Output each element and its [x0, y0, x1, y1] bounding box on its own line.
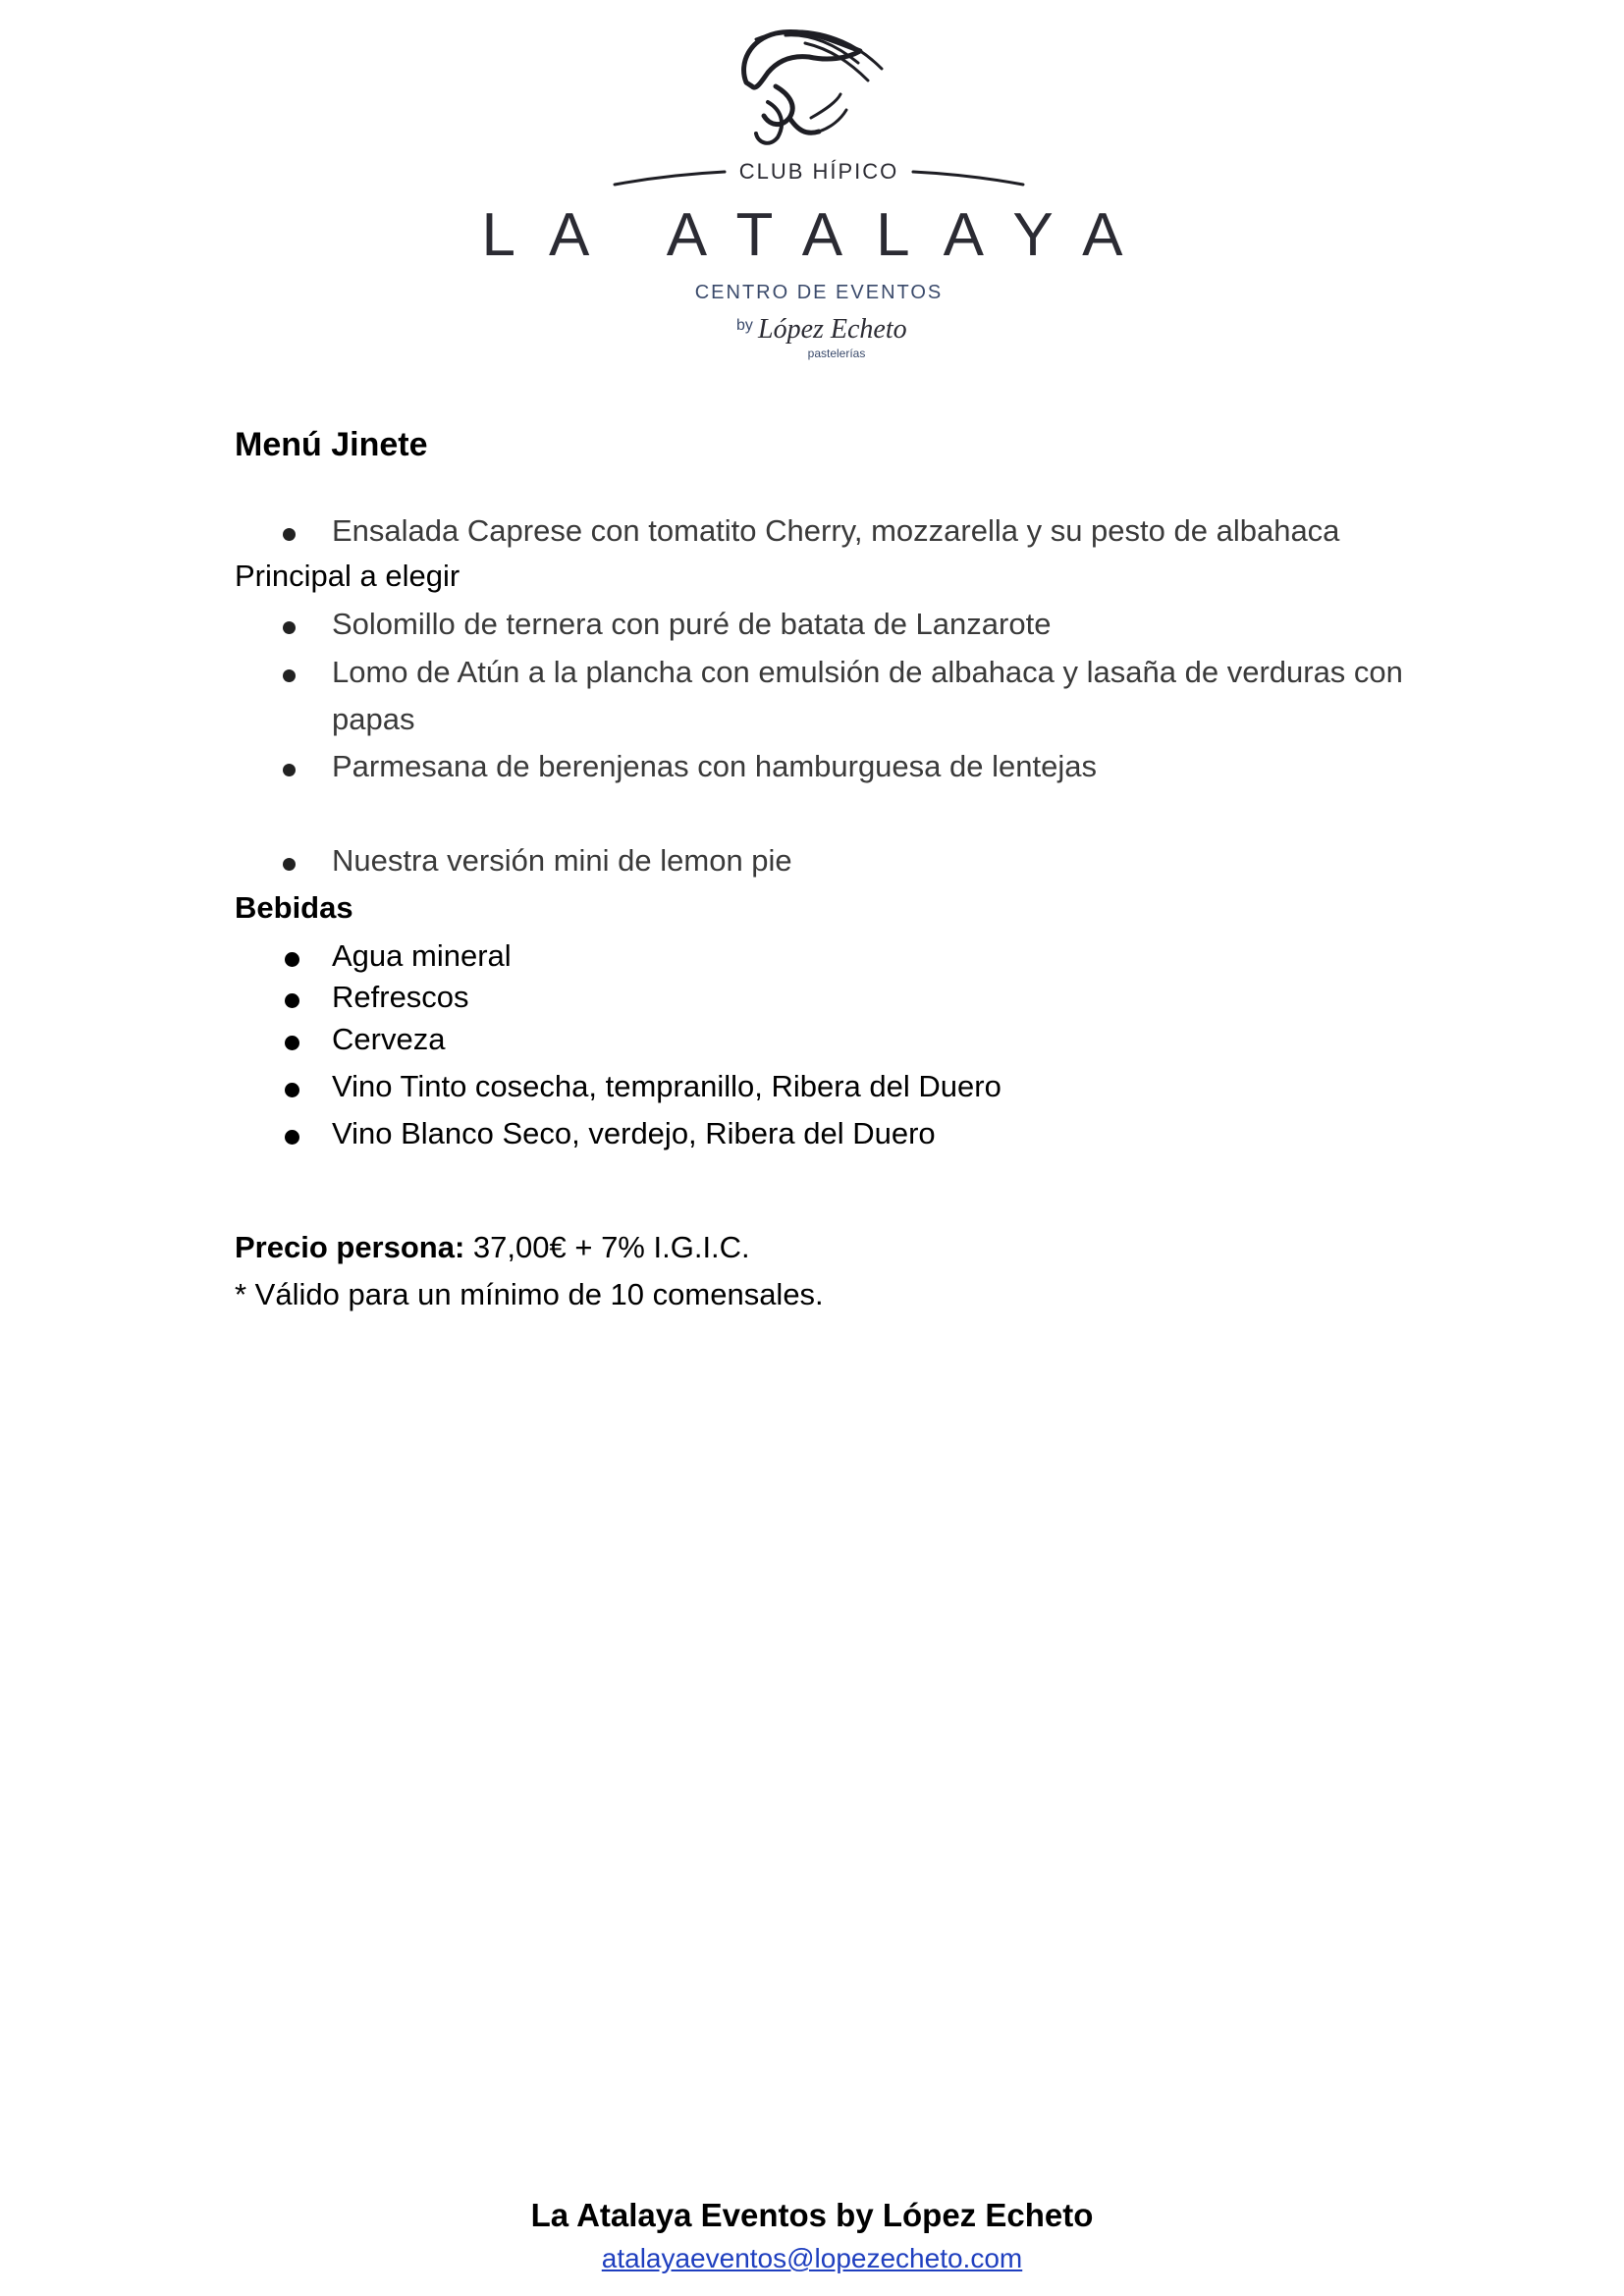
- main-item-continuation: papas: [332, 702, 415, 736]
- bullet-icon: [285, 993, 299, 1008]
- logo-left-rule: [615, 172, 725, 185]
- main-course-heading: Principal a elegir: [235, 559, 460, 593]
- signature-sub: pastelerías: [807, 347, 866, 360]
- main-item: Solomillo de ternera con puré de batata de Lanzarote: [332, 607, 1052, 641]
- bullet-icon: [285, 1036, 299, 1050]
- bullet-icon: [283, 764, 296, 776]
- price-label: Precio persona:: [235, 1230, 465, 1264]
- footer-email-link[interactable]: atalayaeventos@lopezecheto.com: [601, 2243, 1023, 2273]
- horse-icon: [744, 31, 882, 143]
- by-label: by: [736, 317, 753, 334]
- bullet-icon: [285, 1130, 299, 1145]
- drinks-heading: Bebidas: [235, 890, 353, 925]
- bullet-icon: [283, 858, 296, 871]
- footer-title: La Atalaya Eventos by López Echeto: [530, 2197, 1094, 2233]
- bullet-icon: [283, 669, 296, 682]
- bullet-icon: [285, 1083, 299, 1097]
- brand-name: LA ATALAYA: [481, 201, 1157, 269]
- footer-email-wrap: [0, 2243, 1624, 2274]
- price-line: [235, 1229, 750, 1265]
- club-logo: [0, 0, 1624, 383]
- bullet-icon: [283, 528, 296, 541]
- signature-logo: López Echeto: [758, 314, 907, 345]
- price-note: * Válido para un mínimo de 10 comensales.: [235, 1277, 824, 1311]
- bullet-icon: [285, 952, 299, 967]
- menu-title: Menú Jinete: [235, 426, 428, 463]
- drink-item: Vino Tinto cosecha, tempranillo, Ribera del Duero: [332, 1069, 1001, 1103]
- price-value: 37,00€ + 7% I.G.I.C.: [464, 1230, 750, 1264]
- events-label: CENTRO DE EVENTOS: [694, 282, 944, 303]
- main-item: Parmesana de berenjenas con hamburguesa de lentejas: [332, 749, 1097, 783]
- starter-item: Ensalada Caprese con tomatito Cherry, mozzarella y su pesto de albahaca: [332, 513, 1340, 548]
- logo-right-rule: [913, 172, 1023, 185]
- dessert-item: Nuestra versión mini de lemon pie: [332, 843, 792, 878]
- bullet-icon: [283, 621, 296, 634]
- drink-item: Agua mineral: [332, 938, 512, 973]
- drink-item: Cerveza: [332, 1022, 446, 1056]
- club-label: CLUB HÍPICO: [738, 159, 899, 184]
- drink-item: Vino Blanco Seco, verdejo, Ribera del Duero: [332, 1116, 936, 1150]
- drink-item: Refrescos: [332, 980, 469, 1014]
- main-item: Lomo de Atún a la plancha con emulsión de albahaca y lasaña de verduras con: [332, 655, 1403, 689]
